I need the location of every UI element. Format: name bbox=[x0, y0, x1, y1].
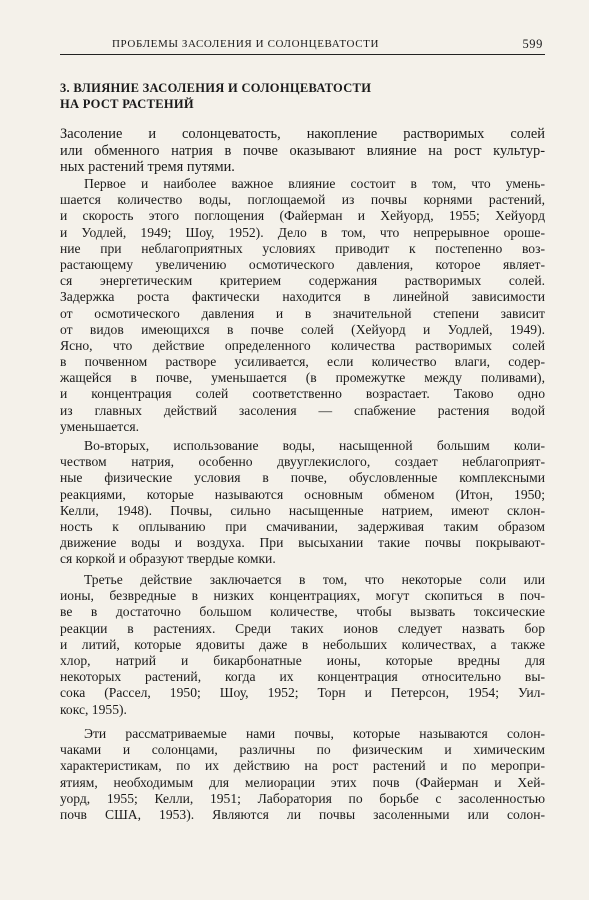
text-line: реакциями, которые называются основным обменом (Итон, 1950; bbox=[60, 486, 545, 502]
paragraph-soil-types bbox=[60, 726, 545, 823]
text-line: ных растений тремя путями. bbox=[60, 159, 235, 176]
text-line: сока (Рассел, 1950; Шоу, 1952; Торн и Петерсон, 1954; Уил- bbox=[60, 685, 545, 701]
running-title: ПРОБЛЕМЫ ЗАСОЛЕНИЯ И СОЛОНЦЕВАТОСТИ bbox=[112, 38, 379, 50]
text-line: Третье действие заключается в том, что некоторые соли или bbox=[84, 572, 545, 587]
paragraph-second-effect bbox=[60, 438, 545, 568]
text-line: Задержка роста фактически находится в линейной зависимости bbox=[60, 289, 545, 305]
text-line: Засоление и солонцеватость, накопление растворимых солей bbox=[60, 126, 545, 142]
text-line: шается количество воды, поглощаемой из почвы корнями растений, bbox=[60, 192, 545, 208]
text-line: из главных действий засоления — спабжение растения водой bbox=[60, 402, 545, 418]
section-heading-line: НА РОСТ РАСТЕНИЙ bbox=[60, 97, 194, 111]
text-line: характеристикам, по их действию на рост растений и по меропри- bbox=[60, 758, 545, 774]
text-line: некоторых растений, когда их концентрация относительно вы- bbox=[60, 669, 545, 685]
text-line: почв США, 1953). Являются ли почвы засоленными или солон- bbox=[60, 806, 545, 822]
text-line: движение воды и воздуха. При высыхании такие почвы покрывают- bbox=[60, 535, 545, 551]
running-head bbox=[60, 36, 545, 55]
text-line: и Уодлей, 1949; Шоу, 1952). Дело в том, что непрерывное ороше- bbox=[60, 224, 545, 240]
text-line: или обменного натрия в почве оказывают влияние на рост культур- bbox=[60, 142, 545, 159]
page-number: 599 bbox=[522, 37, 543, 51]
section-heading bbox=[60, 80, 460, 112]
text-line: Эти рассматриваемые нами почвы, которые называются солон- bbox=[84, 726, 545, 741]
text-line: растающему увеличению осмотического давления, которое являет- bbox=[60, 256, 545, 272]
text-line: Келли, 1948). Почвы, сильно насыщенные натрием, имеют склон- bbox=[60, 502, 545, 518]
text-line: и скорость этого поглощения (Файерман и Хейуорд, 1955; Хейуорд bbox=[60, 208, 545, 224]
text-line: чеством натрия, особенно двууглекислого, создает неблагоприят- bbox=[60, 454, 545, 470]
text-line: уорд, 1955; Келли, 1951; Лаборатория по борьбе с засоленностью bbox=[60, 790, 545, 806]
text-line: реакции в растениях. Среди таких ионов следует назвать бор bbox=[60, 620, 545, 636]
text-line: ные физические условия в почве, обусловленные комплексными bbox=[60, 470, 545, 486]
text-line: кокс, 1955). bbox=[60, 701, 127, 717]
text-line: Во-вторых, использование воды, насыщенной большим коли- bbox=[84, 438, 545, 453]
text-line: от видов имеющихся в почве солей (Хейуорд и Уодлей, 1949). bbox=[60, 321, 545, 337]
intro-paragraph bbox=[60, 126, 545, 176]
paragraph-third-effect bbox=[60, 572, 545, 718]
paragraph-first-effect bbox=[60, 176, 545, 435]
text-line: уменьшается. bbox=[60, 418, 140, 434]
text-line: в почвенном растворе усиливается, если количество влаги, содер- bbox=[60, 354, 545, 370]
text-line: ве в достаточно большом количестве, чтобы вызвать токсические bbox=[60, 604, 545, 620]
text-line: ся коркой и образуют твердые комки. bbox=[60, 551, 276, 567]
text-line: Первое и наиболее важное влияние состоит в том, что умень- bbox=[84, 176, 545, 191]
text-line: жащейся в почве, уменьшается (в промежутке между поливами), bbox=[60, 370, 545, 386]
text-line: ние при неблагоприятных условиях приводит к постепенно воз- bbox=[60, 240, 545, 256]
section-heading-line: 3. ВЛИЯНИЕ ЗАСОЛЕНИЯ И СОЛОНЦЕВАТОСТИ bbox=[60, 81, 372, 95]
text-line: и литий, которые ядовиты даже в небольших количествах, а также bbox=[60, 636, 545, 652]
text-line: хлор, натрий и бикарбонатные ионы, которые вредны для bbox=[60, 652, 545, 668]
text-line: ность к оплыванию при смачивании, задерживая таким образом bbox=[60, 518, 545, 534]
text-line: чаками и солонцами, различны по физическим и химическим bbox=[60, 742, 545, 758]
text-line: Ясно, что действие определенного количества растворимых солей bbox=[60, 337, 545, 353]
text-line: и концентрация солей соответственно возрастает. Таково одно bbox=[60, 386, 545, 402]
text-line: ионы, безвредные в низких концентрациях, могут скопиться в поч- bbox=[60, 588, 545, 604]
text-line: от осмотического давления и в значительной степени зависит bbox=[60, 305, 545, 321]
text-line: ятиям, необходимым для мелиорации этих почв (Файерман и Хей- bbox=[60, 774, 545, 790]
text-line: ся энергетическим критерием содержания растворимых солей. bbox=[60, 273, 545, 289]
